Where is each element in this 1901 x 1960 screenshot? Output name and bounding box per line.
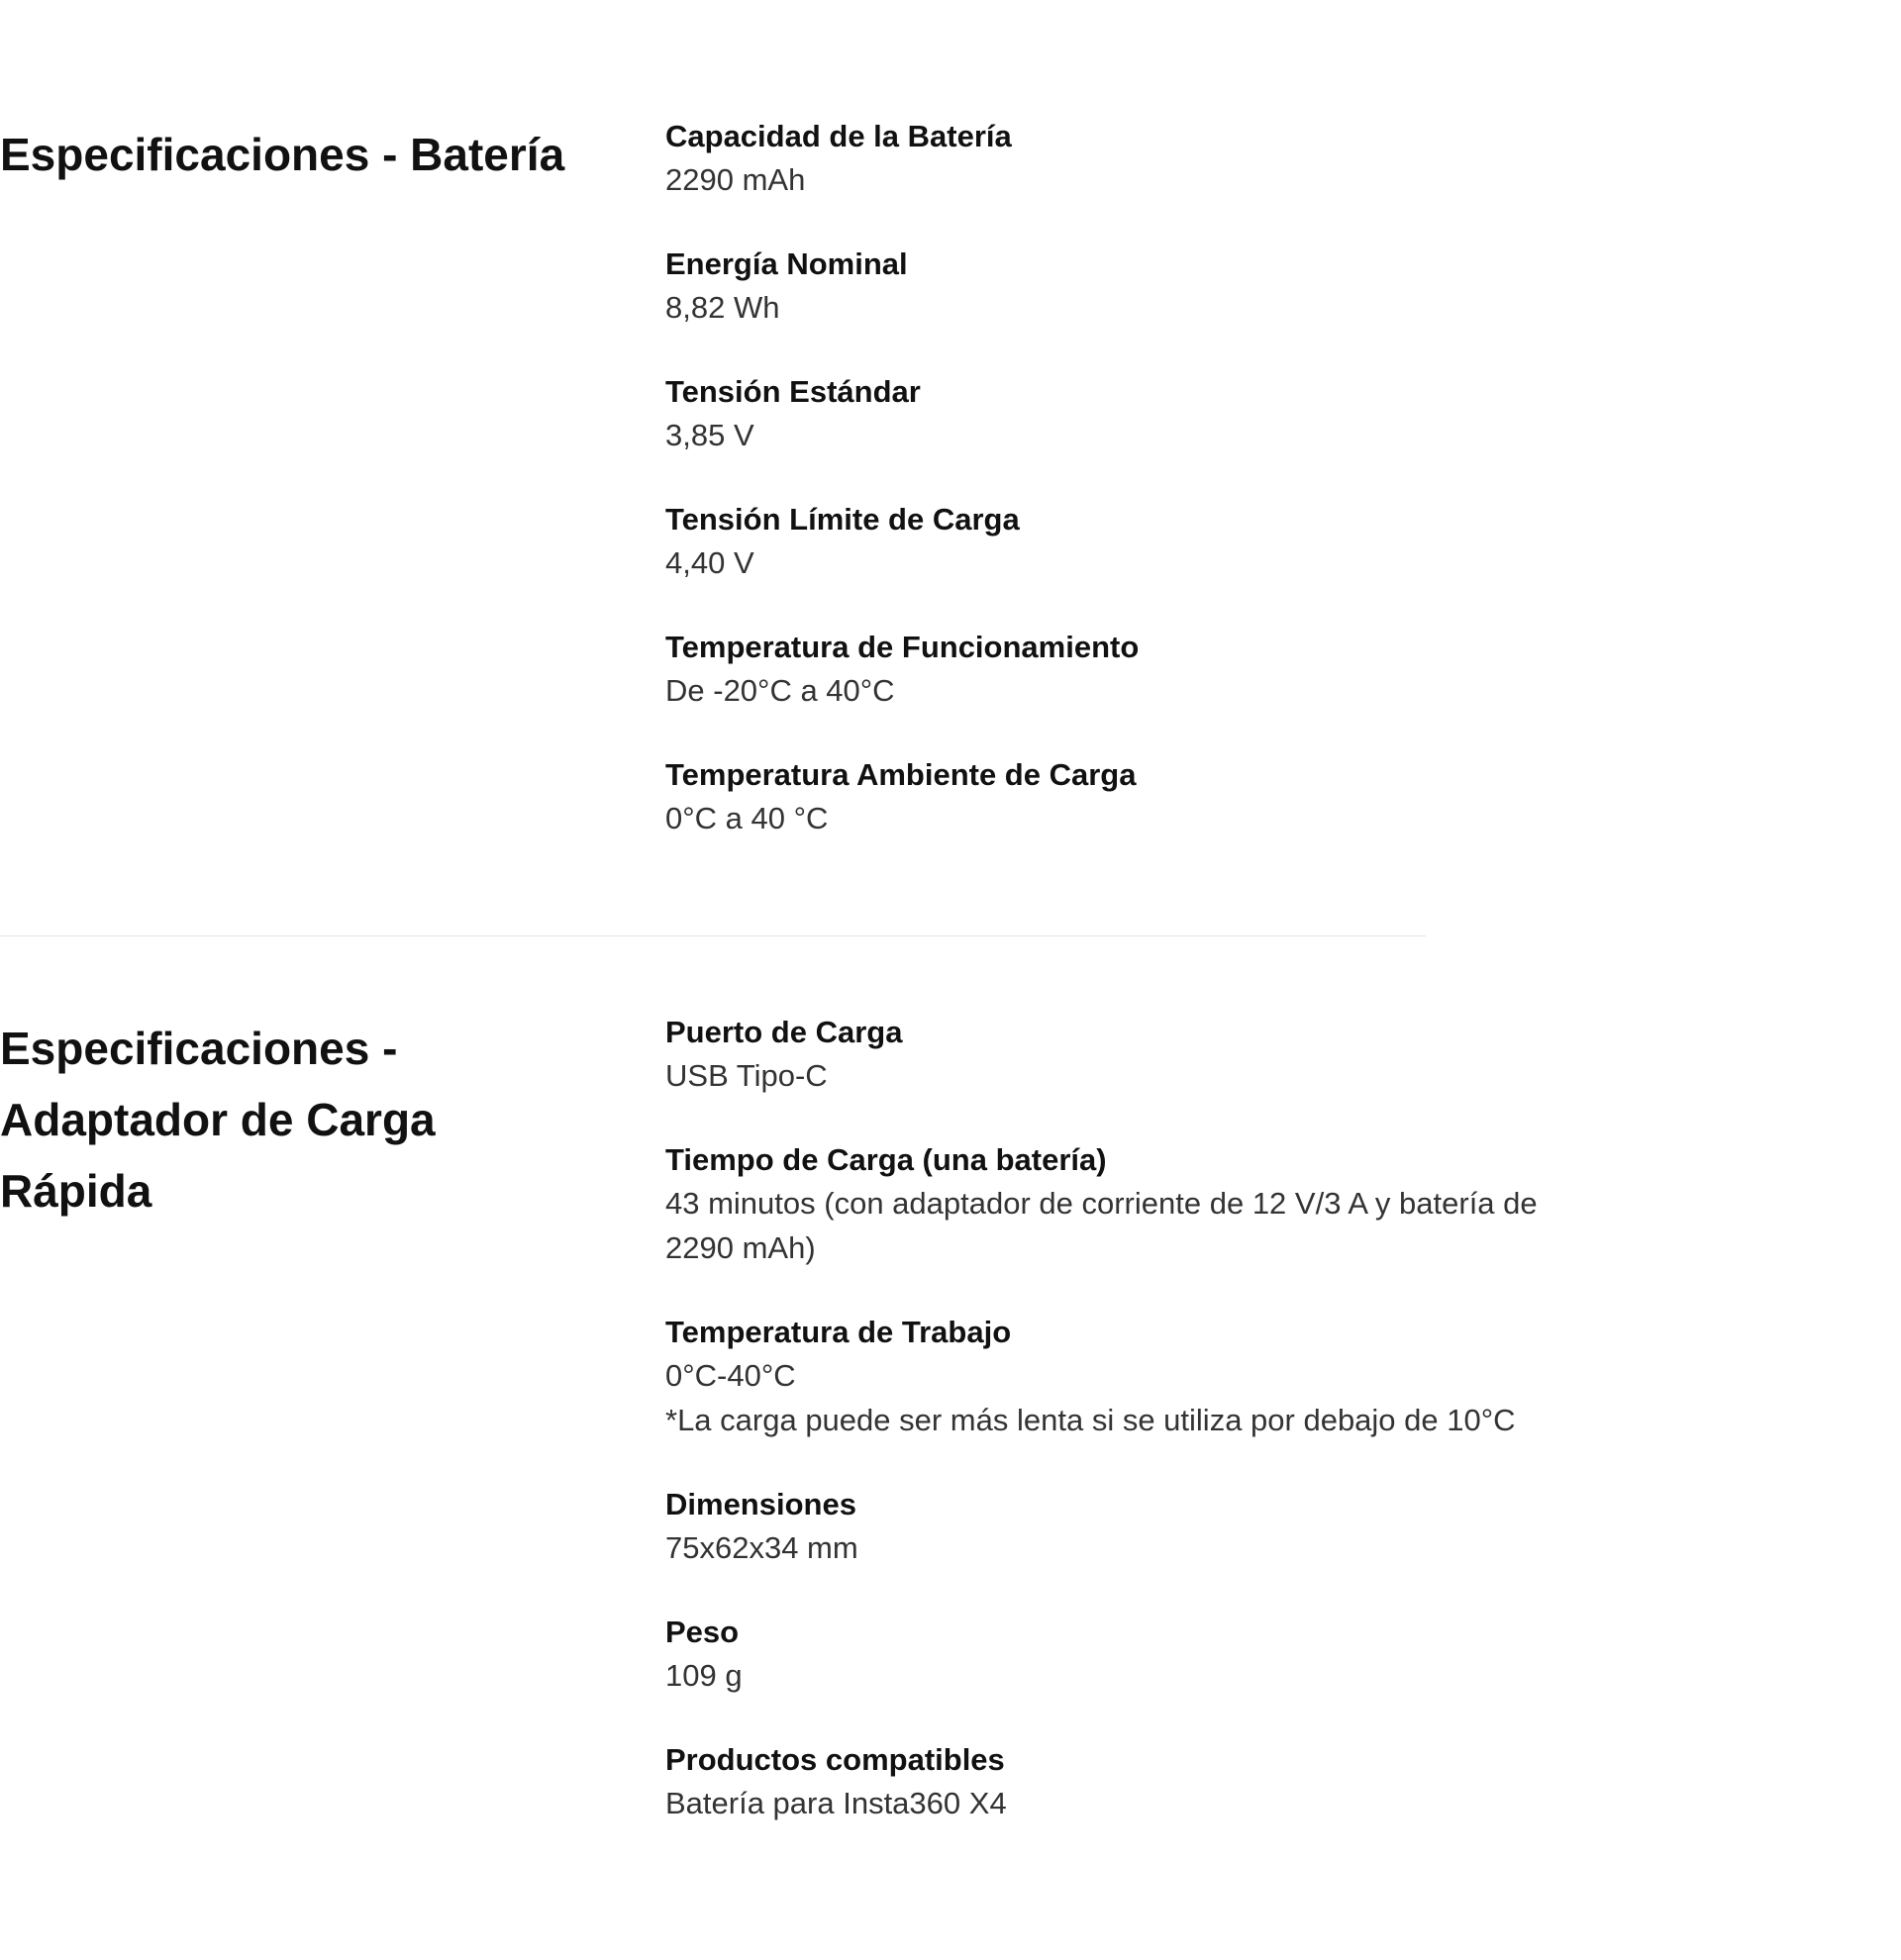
spec-label: Puerto de Carga [665,1015,903,1049]
spec-value: 3,85 V [665,418,754,452]
section-title-battery: Especificaciones - Batería [0,129,565,180]
spec-label: Tensión Estándar [665,374,921,409]
section-title-charger: Especificaciones - Adaptador de Carga Rápida [0,1023,436,1217]
spec-label: Temperatura Ambiente de Carga [665,757,1137,792]
battery-spec-list [665,116,1596,882]
spec-item-compatible-products [665,1739,1596,1825]
spec-item-weight [665,1612,1596,1698]
spec-label: Temperatura de Trabajo [665,1315,1012,1349]
charger-spec-list [665,1012,1596,1867]
spec-value: 0°C a 40 °C [665,801,829,835]
spec-label: Tensión Límite de Carga [665,502,1020,537]
spec-item-battery-capacity [665,116,1596,202]
spec-value: 43 minutos (con adaptador de corriente de 12 V/3 A y batería de 2290 mAh) [665,1186,1538,1265]
spec-value: De -20°C a 40°C [665,673,895,708]
spec-label: Temperatura de Funcionamiento [665,630,1140,664]
spec-item-nominal-energy [665,244,1596,330]
spec-value: Batería para Insta360 X4 [665,1786,1007,1820]
spec-note: *La carga puede ser más lenta si se utiliza por debajo de 10°C [665,1403,1516,1437]
section-divider [0,935,1426,936]
spec-label: Energía Nominal [665,246,908,281]
spec-label: Productos compatibles [665,1742,1005,1777]
spec-value: 4,40 V [665,545,754,580]
spec-value: 109 g [665,1658,743,1693]
spec-value: 75x62x34 mm [665,1530,858,1565]
spec-item-charging-ambient-temperature [665,754,1596,840]
spec-item-standard-voltage [665,371,1596,457]
spec-value: USB Tipo-C [665,1058,828,1093]
spec-label: Dimensiones [665,1487,856,1521]
spec-item-dimensions [665,1484,1596,1570]
spec-label: Capacidad de la Batería [665,119,1012,153]
spec-item-charging-time [665,1139,1596,1270]
spec-value: 2290 mAh [665,162,806,197]
spec-item-charging-port [665,1012,1596,1098]
spec-value: 0°C-40°C [665,1358,796,1393]
spec-item-operating-temperature [665,627,1596,713]
spec-item-charge-limit-voltage [665,499,1596,585]
spec-item-working-temperature [665,1312,1596,1442]
spec-label: Tiempo de Carga (una batería) [665,1142,1107,1177]
spec-value: 8,82 Wh [665,290,780,325]
spec-label: Peso [665,1615,740,1649]
